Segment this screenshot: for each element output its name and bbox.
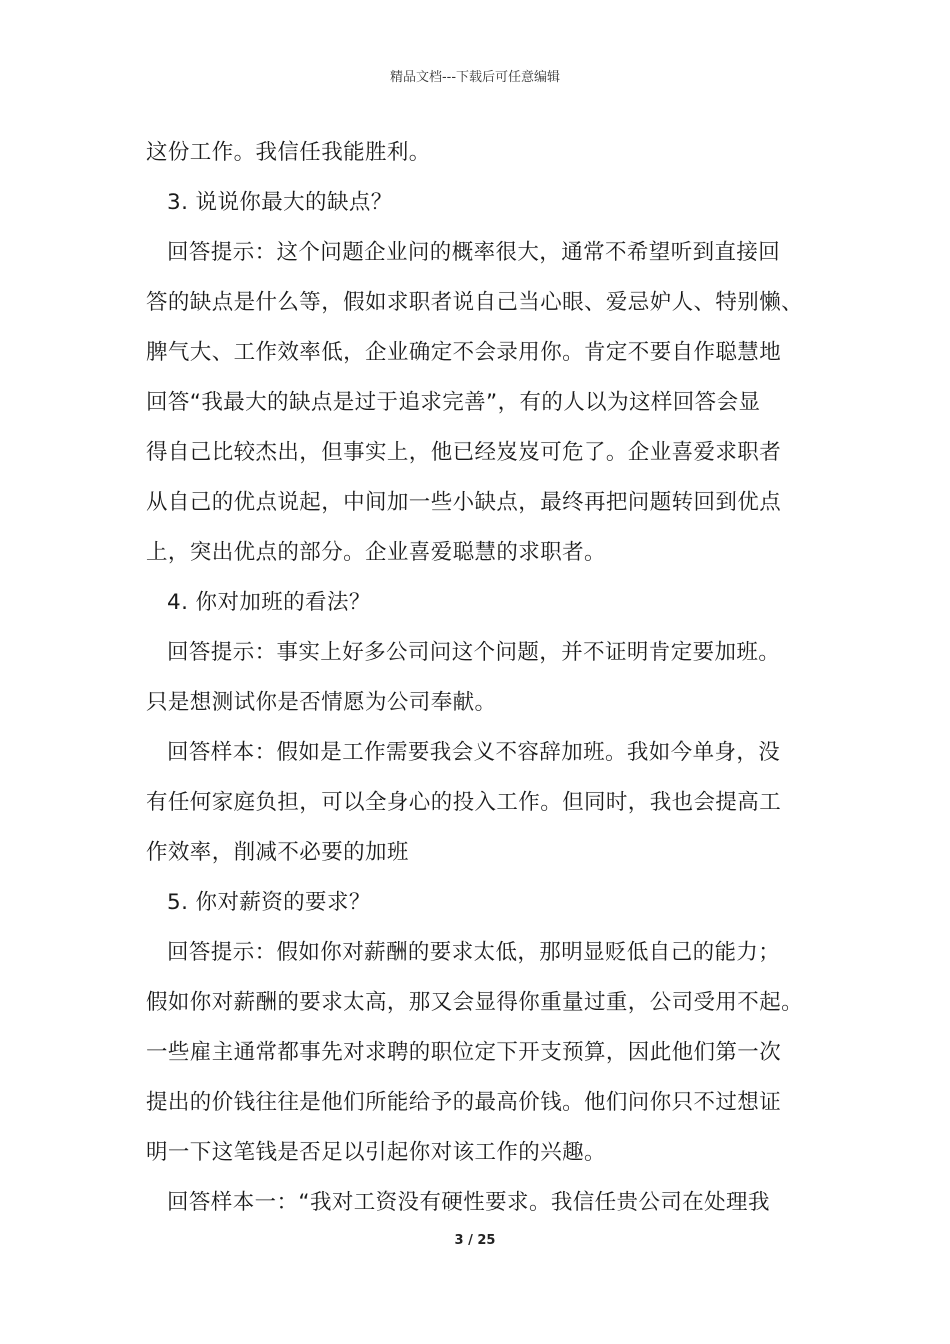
text-line: 一些雇主通常都事先对求聘的职位定下开支预算，因此他们第一次 (146, 1040, 782, 1065)
text-line: 明一下这笔钱是否足以引起你对该工作的兴趣。 (146, 1140, 606, 1165)
page-number: 3 / 25 (454, 1233, 496, 1248)
text-line: 提出的价钱往往是他们所能给予的最高价钱。他们问你只不过想证 (146, 1090, 782, 1115)
text-line: 有任何家庭负担，可以全身心的投入工作。但同时，我也会提高工 (146, 790, 782, 815)
text-line: 这份工作。我信任我能胜利。 (146, 140, 431, 165)
text-line: 回答提示：假如你对薪酬的要求太低，那明显贬低自己的能力； (167, 940, 781, 965)
text-line: 只是想测试你是否情愿为公司奉献。 (146, 690, 497, 715)
question-heading: 4. 你对加班的看法？ (167, 590, 371, 615)
text-line: 回答提示：事实上好多公司问这个问题，并不证明肯定要加班。 (167, 640, 781, 665)
text-line: 脾气大、工作效率低，企业确定不会录用你。肯定不要自作聪慧地 (146, 340, 782, 365)
document-body (146, 128, 810, 1228)
text-line: 上，突出优点的部分。企业喜爱聪慧的求职者。 (146, 540, 606, 565)
text-line: 得自己比较杰出，但事实上，他已经岌岌可危了。企业喜爱求职者 (146, 440, 782, 465)
text-line: 回答提示：这个问题企业问的概率很大，通常不希望听到直接回 (167, 240, 781, 265)
text-line: 假如你对薪酬的要求太高，那又会显得你重量过重，公司受用不起。 (146, 990, 804, 1015)
text-line: 回答样本一：“我对工资没有硬性要求。我信任贵公司在处理我 (167, 1190, 770, 1215)
page-header: 精品文档---下载后可任意编辑 (389, 70, 561, 85)
text-line: 回答“我最大的缺点是过于追求完善”，有的人以为这样回答会显 (146, 390, 761, 415)
text-line: 答的缺点是什么等，假如求职者说自己当心眼、爱忌妒人、特别懒、 (146, 290, 804, 315)
question-heading: 5. 你对薪资的要求？ (167, 890, 371, 915)
text-line: 作效率，削减不必要的加班 (146, 840, 409, 865)
text-line: 从自己的优点说起，中间加一些小缺点，最终再把问题转回到优点 (146, 490, 782, 515)
question-heading: 3. 说说你最大的缺点？ (167, 190, 393, 215)
text-line: 回答样本：假如是工作需要我会义不容辞加班。我如今单身，没 (167, 740, 781, 765)
